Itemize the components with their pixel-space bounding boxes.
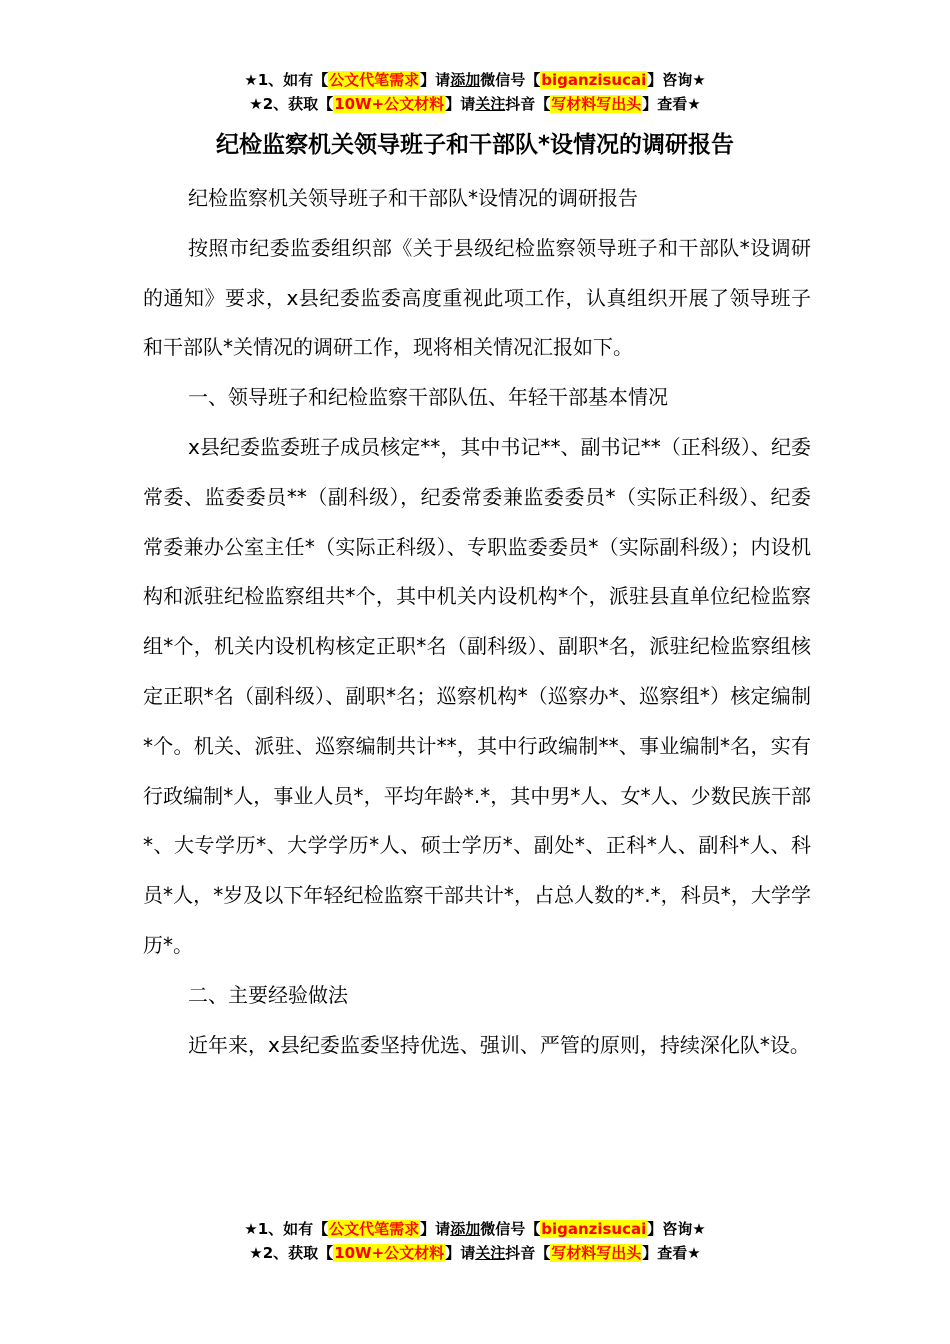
- underlined-follow: 关注: [475, 95, 506, 113]
- paragraph-staffing: x县纪委监委班子成员核定**，其中书记**、副书记**（正科级）、纪委常委、监委委员**（副科级），纪委常委兼监委委员*（实际正科级）、纪委常委兼办公室主任*（实际正科级）、专职监委委员*（实际副科级）；内设机构和派驻纪检监察组共*个，其中机关内设机构*个，派驻县直单位纪检监察组*个，机关内设机构核定正职*名（副科级）、副职*名，派驻纪检监察组核定正职*名（副科级）、副职*名；巡察机构*（巡察办*、巡察组*）核定编制*个。机关、派驻、巡察编制共计**，其中行政编制**、事业编制*名，实有行政编制*人，事业人员*，平均年龄*.*，其中男*人、女*人、少数民族干部*、大专学历*、大学学历*人、硕士学历*、副处*、正科*人、副科*人、科员*人，*岁及以下年轻纪检监察干部共计*，占总人数的*.*，科员*，大学学历*。: [143, 434, 811, 957]
- banner-line-1: ★1、如有【公文代笔需求】请添加微信号【biganzisucai】咨询★: [244, 1220, 706, 1238]
- document-body: [143, 174, 811, 1070]
- banner-line-2: ★2、获取【10W+公文材料】请关注抖音【写材料写出头】查看★: [249, 1244, 701, 1262]
- bottom-banner: [0, 1217, 950, 1265]
- wechat-id[interactable]: biganzisucai: [541, 1220, 647, 1238]
- paragraph-experience: 近年来，x县纪委监委坚持优选、强训、严管的原则，持续深化队*设。: [188, 1032, 810, 1057]
- section-heading-1: 一、领导班子和纪检监察干部队伍、年轻干部基本情况: [188, 385, 668, 410]
- top-banner: [0, 68, 950, 116]
- paragraph-intro: 按照市纪委监委组织部《关于县级纪检监察领导班子和干部队*设调研的通知》要求，x县纪委监委高度重视此项工作，认真组织开展了领导班子和干部队*关情况的调研工作，现将相关情况汇报如下。: [143, 235, 811, 360]
- paragraph-subtitle: 纪检监察机关领导班子和干部队*设情况的调研报告: [188, 186, 638, 210]
- document-title: 纪检监察机关领导班子和干部队*设情况的调研报告: [215, 132, 735, 158]
- highlight-materials: 10W+公文材料: [334, 1244, 445, 1262]
- section-heading-2: 二、主要经验做法: [188, 982, 348, 1007]
- wechat-id[interactable]: biganzisucai: [541, 71, 647, 89]
- banner-line-2: ★2、获取【10W+公文材料】请关注抖音【写材料写出头】查看★: [249, 95, 701, 113]
- underlined-add: 添加: [450, 1220, 481, 1238]
- douyin-account[interactable]: 写材料写出头: [551, 1244, 642, 1262]
- banner-line-1: ★1、如有【公文代笔需求】请添加微信号【biganzisucai】咨询★: [244, 71, 706, 89]
- highlight-materials: 10W+公文材料: [334, 95, 445, 113]
- highlight-service: 公文代笔需求: [329, 1220, 420, 1238]
- underlined-add: 添加: [450, 71, 481, 89]
- douyin-account[interactable]: 写材料写出头: [551, 95, 642, 113]
- highlight-service: 公文代笔需求: [329, 71, 420, 89]
- underlined-follow: 关注: [475, 1244, 506, 1262]
